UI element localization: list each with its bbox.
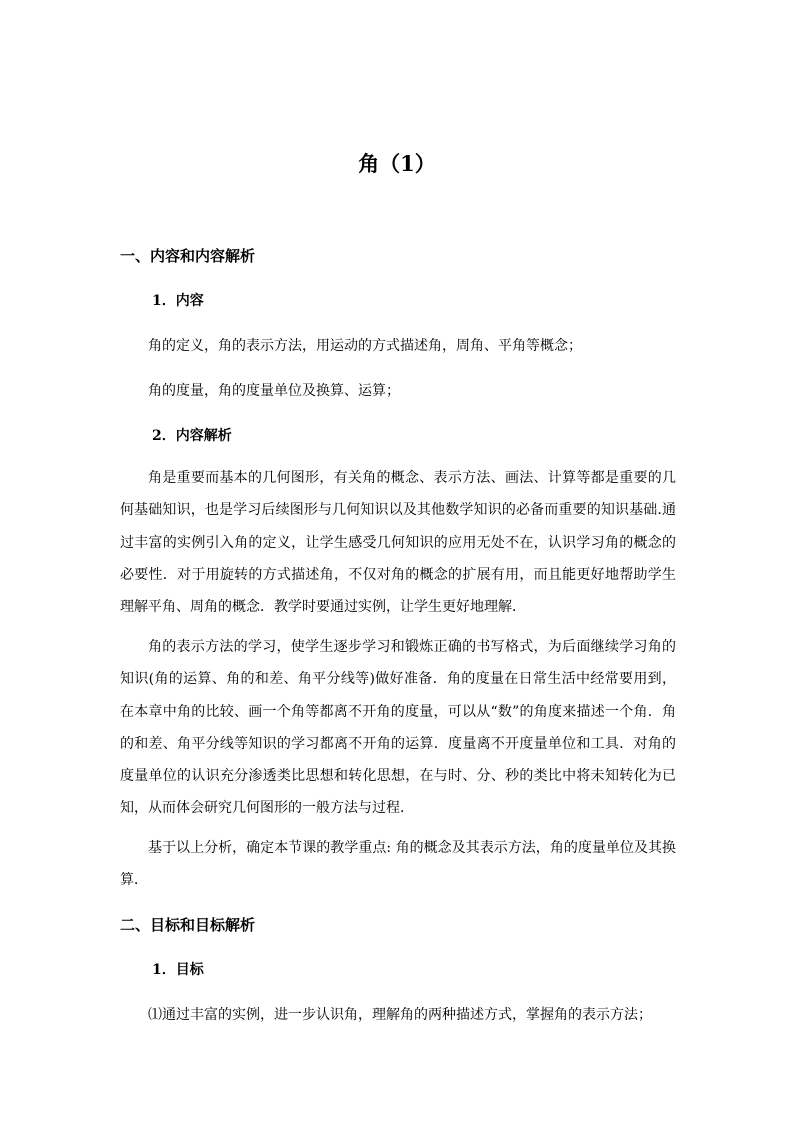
analysis-paragraph-2: 角的表示方法的学习，使学生逐步学习和锻炼正确的书写格式，为后面继续学习角的知识(角的运算、角的和差、角平分线等)做好准备．角的度量在日常生活中经常要用到，在本章中角的比较、画一个角等都离不开角的度量，可以从“数”的角度来描述一个角．角的和差、角平分线等知识的学习都离不开角的运算．度量离不开度量单位和工具．对角的度量单位的认识充分渗透类比思想和转化思想，在与时、分、秒的类比中将未知转化为已知，从而体会研究几何图形的一般方法与过程． <box>120 639 676 817</box>
analysis-paragraph-3: 基于以上分析，确定本节课的教学重点: 角的概念及其表示方法，角的度量单位及其换算． <box>120 840 676 889</box>
section-heading-objectives: 二、目标和目标解析 <box>120 916 256 934</box>
document-title: 角（1） <box>358 151 436 176</box>
content-line-2: 角的度量，角的度量单位及换算、运算； <box>148 383 400 399</box>
content-line-1: 角的定义，角的表示方法，用运动的方式描述角，周角、平角等概念； <box>148 338 582 354</box>
subheading-content-analysis: 2．内容解析 <box>152 428 232 444</box>
subheading-objectives: 1．目标 <box>152 962 204 978</box>
analysis-paragraph-1: 角是重要而基本的几何图形，有关角的概念、表示方法、画法、计算等都是重要的几何基础知识，也是学习后续图形与几何知识以及其他数学知识的必备而重要的知识基础.通过丰富的实例引入角的定义，让学生感受几何知识的应用无处不在，认识学习角的概念的必要性．对于用旋转的方式描述角，不仅对角的概念的扩展有用，而且能更好地帮助学生理解平角、周角的概念．教学时要通过实例，让学生更好地理解． <box>120 470 676 616</box>
subheading-content: 1．内容 <box>152 293 204 309</box>
objective-line-1: ⑴通过丰富的实例，进一步认识角，理解角的两种描述方式，掌握角的表示方法； <box>148 1007 652 1023</box>
section-heading-content: 一、内容和内容解析 <box>120 247 256 265</box>
